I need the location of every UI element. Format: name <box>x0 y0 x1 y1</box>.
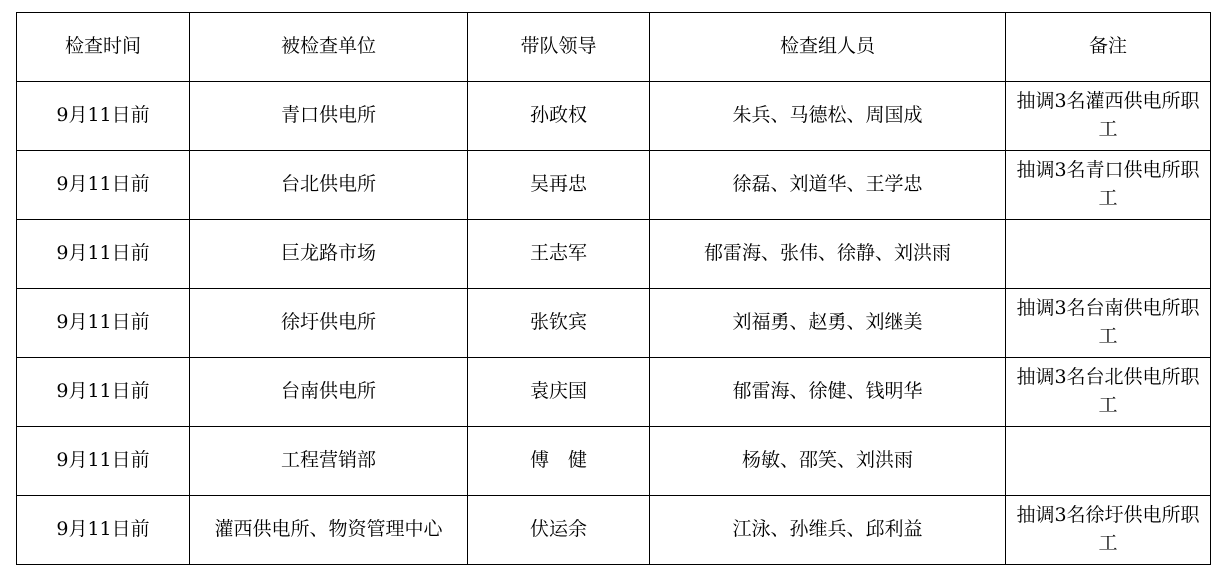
table-row <box>17 358 1211 427</box>
cell-unit: 工程营销部 <box>190 427 468 496</box>
cell-leader: 伏运余 <box>468 496 650 565</box>
cell-remarks: 抽调3名徐圩供电所职工 <box>1006 496 1211 565</box>
cell-members: 刘福勇、赵勇、刘继美 <box>650 289 1006 358</box>
cell-remarks: 抽调3名台北供电所职工 <box>1006 358 1211 427</box>
cell-unit: 台北供电所 <box>190 151 468 220</box>
cell-leader: 吴再忠 <box>468 151 650 220</box>
header-cell-remarks: 备注 <box>1006 13 1211 82</box>
cell-members: 杨敏、邵笑、刘洪雨 <box>650 427 1006 496</box>
cell-remarks <box>1006 427 1211 496</box>
inspection-schedule-table <box>16 12 1211 565</box>
table-row <box>17 220 1211 289</box>
cell-unit: 台南供电所 <box>190 358 468 427</box>
cell-remarks: 抽调3名青口供电所职工 <box>1006 151 1211 220</box>
cell-unit: 青口供电所 <box>190 82 468 151</box>
table-row <box>17 151 1211 220</box>
cell-remarks: 抽调3名台南供电所职工 <box>1006 289 1211 358</box>
header-cell-unit: 被检查单位 <box>190 13 468 82</box>
cell-time: 9月11日前 <box>17 289 190 358</box>
header-cell-members: 检查组人员 <box>650 13 1006 82</box>
table-row <box>17 496 1211 565</box>
cell-unit: 巨龙路市场 <box>190 220 468 289</box>
cell-leader: 傅 健 <box>468 427 650 496</box>
cell-members: 江泳、孙维兵、邱利益 <box>650 496 1006 565</box>
table-row <box>17 289 1211 358</box>
table-row <box>17 427 1211 496</box>
cell-members: 郁雷海、张伟、徐静、刘洪雨 <box>650 220 1006 289</box>
cell-time: 9月11日前 <box>17 427 190 496</box>
table-row <box>17 82 1211 151</box>
cell-unit: 徐圩供电所 <box>190 289 468 358</box>
cell-leader: 孙政权 <box>468 82 650 151</box>
cell-leader: 张钦宾 <box>468 289 650 358</box>
cell-time: 9月11日前 <box>17 151 190 220</box>
cell-remarks <box>1006 220 1211 289</box>
cell-remarks: 抽调3名灌西供电所职工 <box>1006 82 1211 151</box>
table-header-row <box>17 13 1211 82</box>
cell-members: 徐磊、刘道华、王学忠 <box>650 151 1006 220</box>
header-cell-time: 检查时间 <box>17 13 190 82</box>
cell-leader: 王志军 <box>468 220 650 289</box>
cell-unit: 灌西供电所、物资管理中心 <box>190 496 468 565</box>
cell-members: 郁雷海、徐健、钱明华 <box>650 358 1006 427</box>
cell-time: 9月11日前 <box>17 82 190 151</box>
cell-members: 朱兵、马德松、周国成 <box>650 82 1006 151</box>
cell-time: 9月11日前 <box>17 496 190 565</box>
cell-time: 9月11日前 <box>17 220 190 289</box>
cell-leader: 袁庆国 <box>468 358 650 427</box>
header-cell-leader: 带队领导 <box>468 13 650 82</box>
cell-time: 9月11日前 <box>17 358 190 427</box>
